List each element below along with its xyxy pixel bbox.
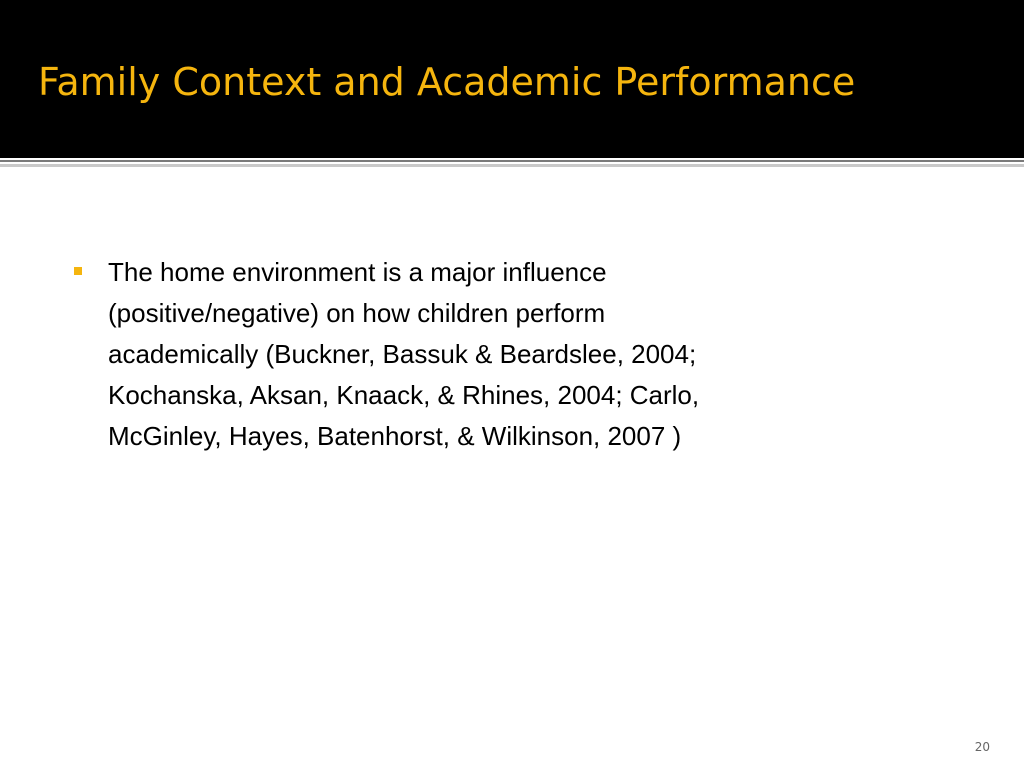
slide-number: 20 [974,740,990,754]
title-band [0,0,1024,158]
slide-body [70,252,950,457]
title-divider-light [0,164,1024,167]
bullet-item [70,252,950,457]
bullet-text: The home environment is a major influence (positive/negative) on how children perform academically (Buckner, Bassuk & Beardslee, 2004; Kochanska, Aksan, Knaack, & Rhines, 2004; Carlo, McGinley, Hayes, Batenhorst, & Wilkinson, 2007 ) [108,257,700,451]
title-divider-dark [0,160,1024,162]
square-bullet-icon [74,267,82,275]
slide-title: Family Context and Academic Performance [38,60,856,104]
